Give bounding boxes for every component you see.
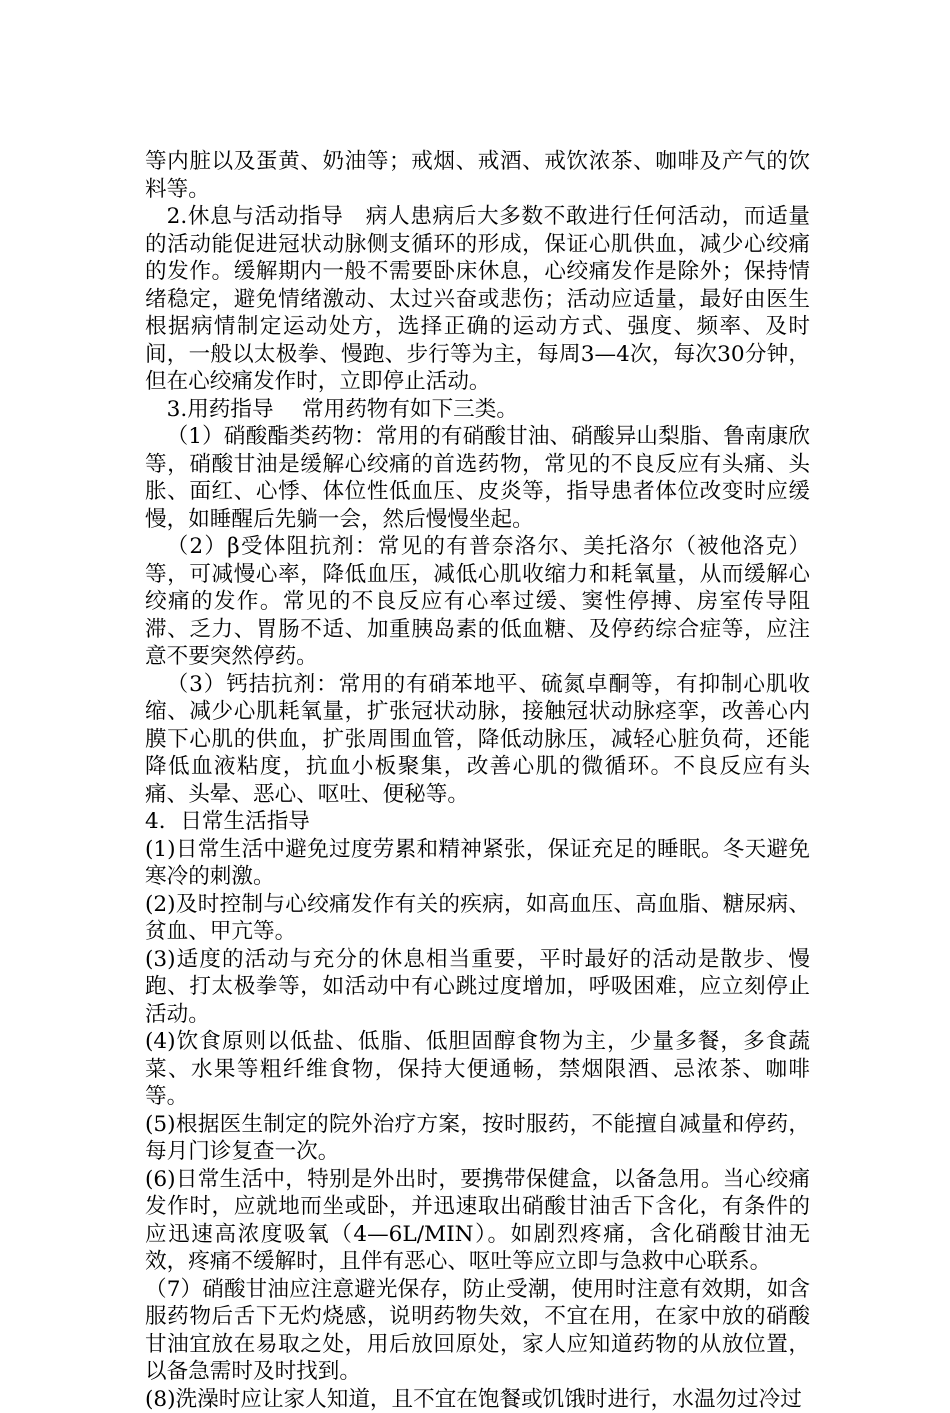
list-item-daily-2: (2)及时控制与心绞痛发作有关的疾病，如高血压、高血脂、糖尿病、贫血、甲亢等。 (145, 891, 810, 946)
paragraph-calcium-antagonists: （3）钙拮抗剂：常用的有硝苯地平、硫氮卓酮等，有抑制心肌收缩、减少心肌耗氧量，扩张冠状动脉，接触冠状动脉痉挛，改善心内膜下心肌的供血，扩张周围血管，降低动脉压，减轻心脏负荷，还能降低血液粘度，抗血小板聚集，改善心肌的微循环。不良反应有头痛、头晕、恶心、呕吐、便秘等。 (145, 671, 810, 809)
list-item-daily-8: (8)洗澡时应让家人知道，且不宜在饱餐或饥饿时进行，水温勿过冷过 (145, 1386, 810, 1413)
list-item-daily-3: (3)适度的活动与充分的休息相当重要，平时最好的活动是散步、慢跑、打太极拳等，如活动中有心跳过度增加，呼吸困难，应立刻停止活动。 (145, 946, 810, 1029)
list-item-daily-1: (1)日常生活中避免过度劳累和精神紧张，保证充足的睡眠。冬天避免寒冷的刺激。 (145, 836, 810, 891)
document-page (145, 148, 810, 1413)
list-item-daily-7: （7）硝酸甘油应注意避光保存，防止受潮，使用时注意有效期，如含服药物后舌下无灼烧感，说明药物失效，不宜在用，在家中放的硝酸甘油宜放在易取之处，用后放回原处，家人应知道药物的从放位置，以备急需时及时找到。 (145, 1276, 810, 1386)
list-item-daily-4: (4)饮食原则以低盐、低脂、低胆固醇食物为主，少量多餐，多食蔬菜、水果等粗纤维食物，保持大便通畅，禁烟限酒、忌浓茶、咖啡等。 (145, 1028, 810, 1111)
paragraph-rest-activity-guidance: 2.休息与活动指导 病人患病后大多数不敢进行任何活动，而适量的活动能促进冠状动脉侧支循环的形成，保证心肌供血，减少心绞痛的发作。缓解期内一般不需要卧床休息，心绞痛发作是除外；保持情绪稳定，避免情绪激动、太过兴奋或悲伤；活动应适量，最好由医生根据病情制定运动处方，选择正确的运动方式、强度、频率、及时间，一般以太极拳、慢跑、步行等为主，每周3—4次，每次30分钟，但在心绞痛发作时，立即停止活动。 (145, 203, 810, 396)
paragraph-diet-continued: 等内脏以及蛋黄、奶油等；戒烟、戒酒、戒饮浓茶、咖啡及产气的饮料等。 (145, 148, 810, 203)
paragraph-nitrate-drugs: （1）硝酸酯类药物：常用的有硝酸甘油、硝酸异山梨脂、鲁南康欣等，硝酸甘油是缓解心绞痛的首选药物，常见的不良反应有头痛、头胀、面红、心悸、体位性低血压、皮炎等，指导患者体位改变时应缓慢，如睡醒后先躺一会，然后慢慢坐起。 (145, 423, 810, 533)
section-heading-daily-life: 4．日常生活指导 (145, 808, 810, 836)
paragraph-beta-blockers: （2）β受体阻抗剂：常见的有普奈洛尔、美托洛尔（被他洛克）等，可减慢心率，降低血压，减低心肌收缩力和耗氧量，从而缓解心绞痛的发作。常见的不良反应有心率过缓、窦性停搏、房室传导阻滞、乏力、胃肠不适、加重胰岛素的低血糖、及停药综合症等，应注意不要突然停药。 (145, 533, 810, 671)
list-item-daily-6: (6)日常生活中，特别是外出时，要携带保健盒，以备急用。当心绞痛发作时，应就地而坐或卧，并迅速取出硝酸甘油舌下含化，有条件的应迅速高浓度吸氧（4—6L/MIN）。如剧烈疼痛，含化硝酸甘油无效，疼痛不缓解时，且伴有恶心、呕吐等应立即与急救中心联系。 (145, 1166, 810, 1276)
list-item-daily-5: (5)根据医生制定的院外治疗方案，按时服药，不能擅自减量和停药，每月门诊复查一次。 (145, 1111, 810, 1166)
paragraph-medication-guidance-heading: 3.用药指导 常用药物有如下三类。 (145, 396, 810, 424)
